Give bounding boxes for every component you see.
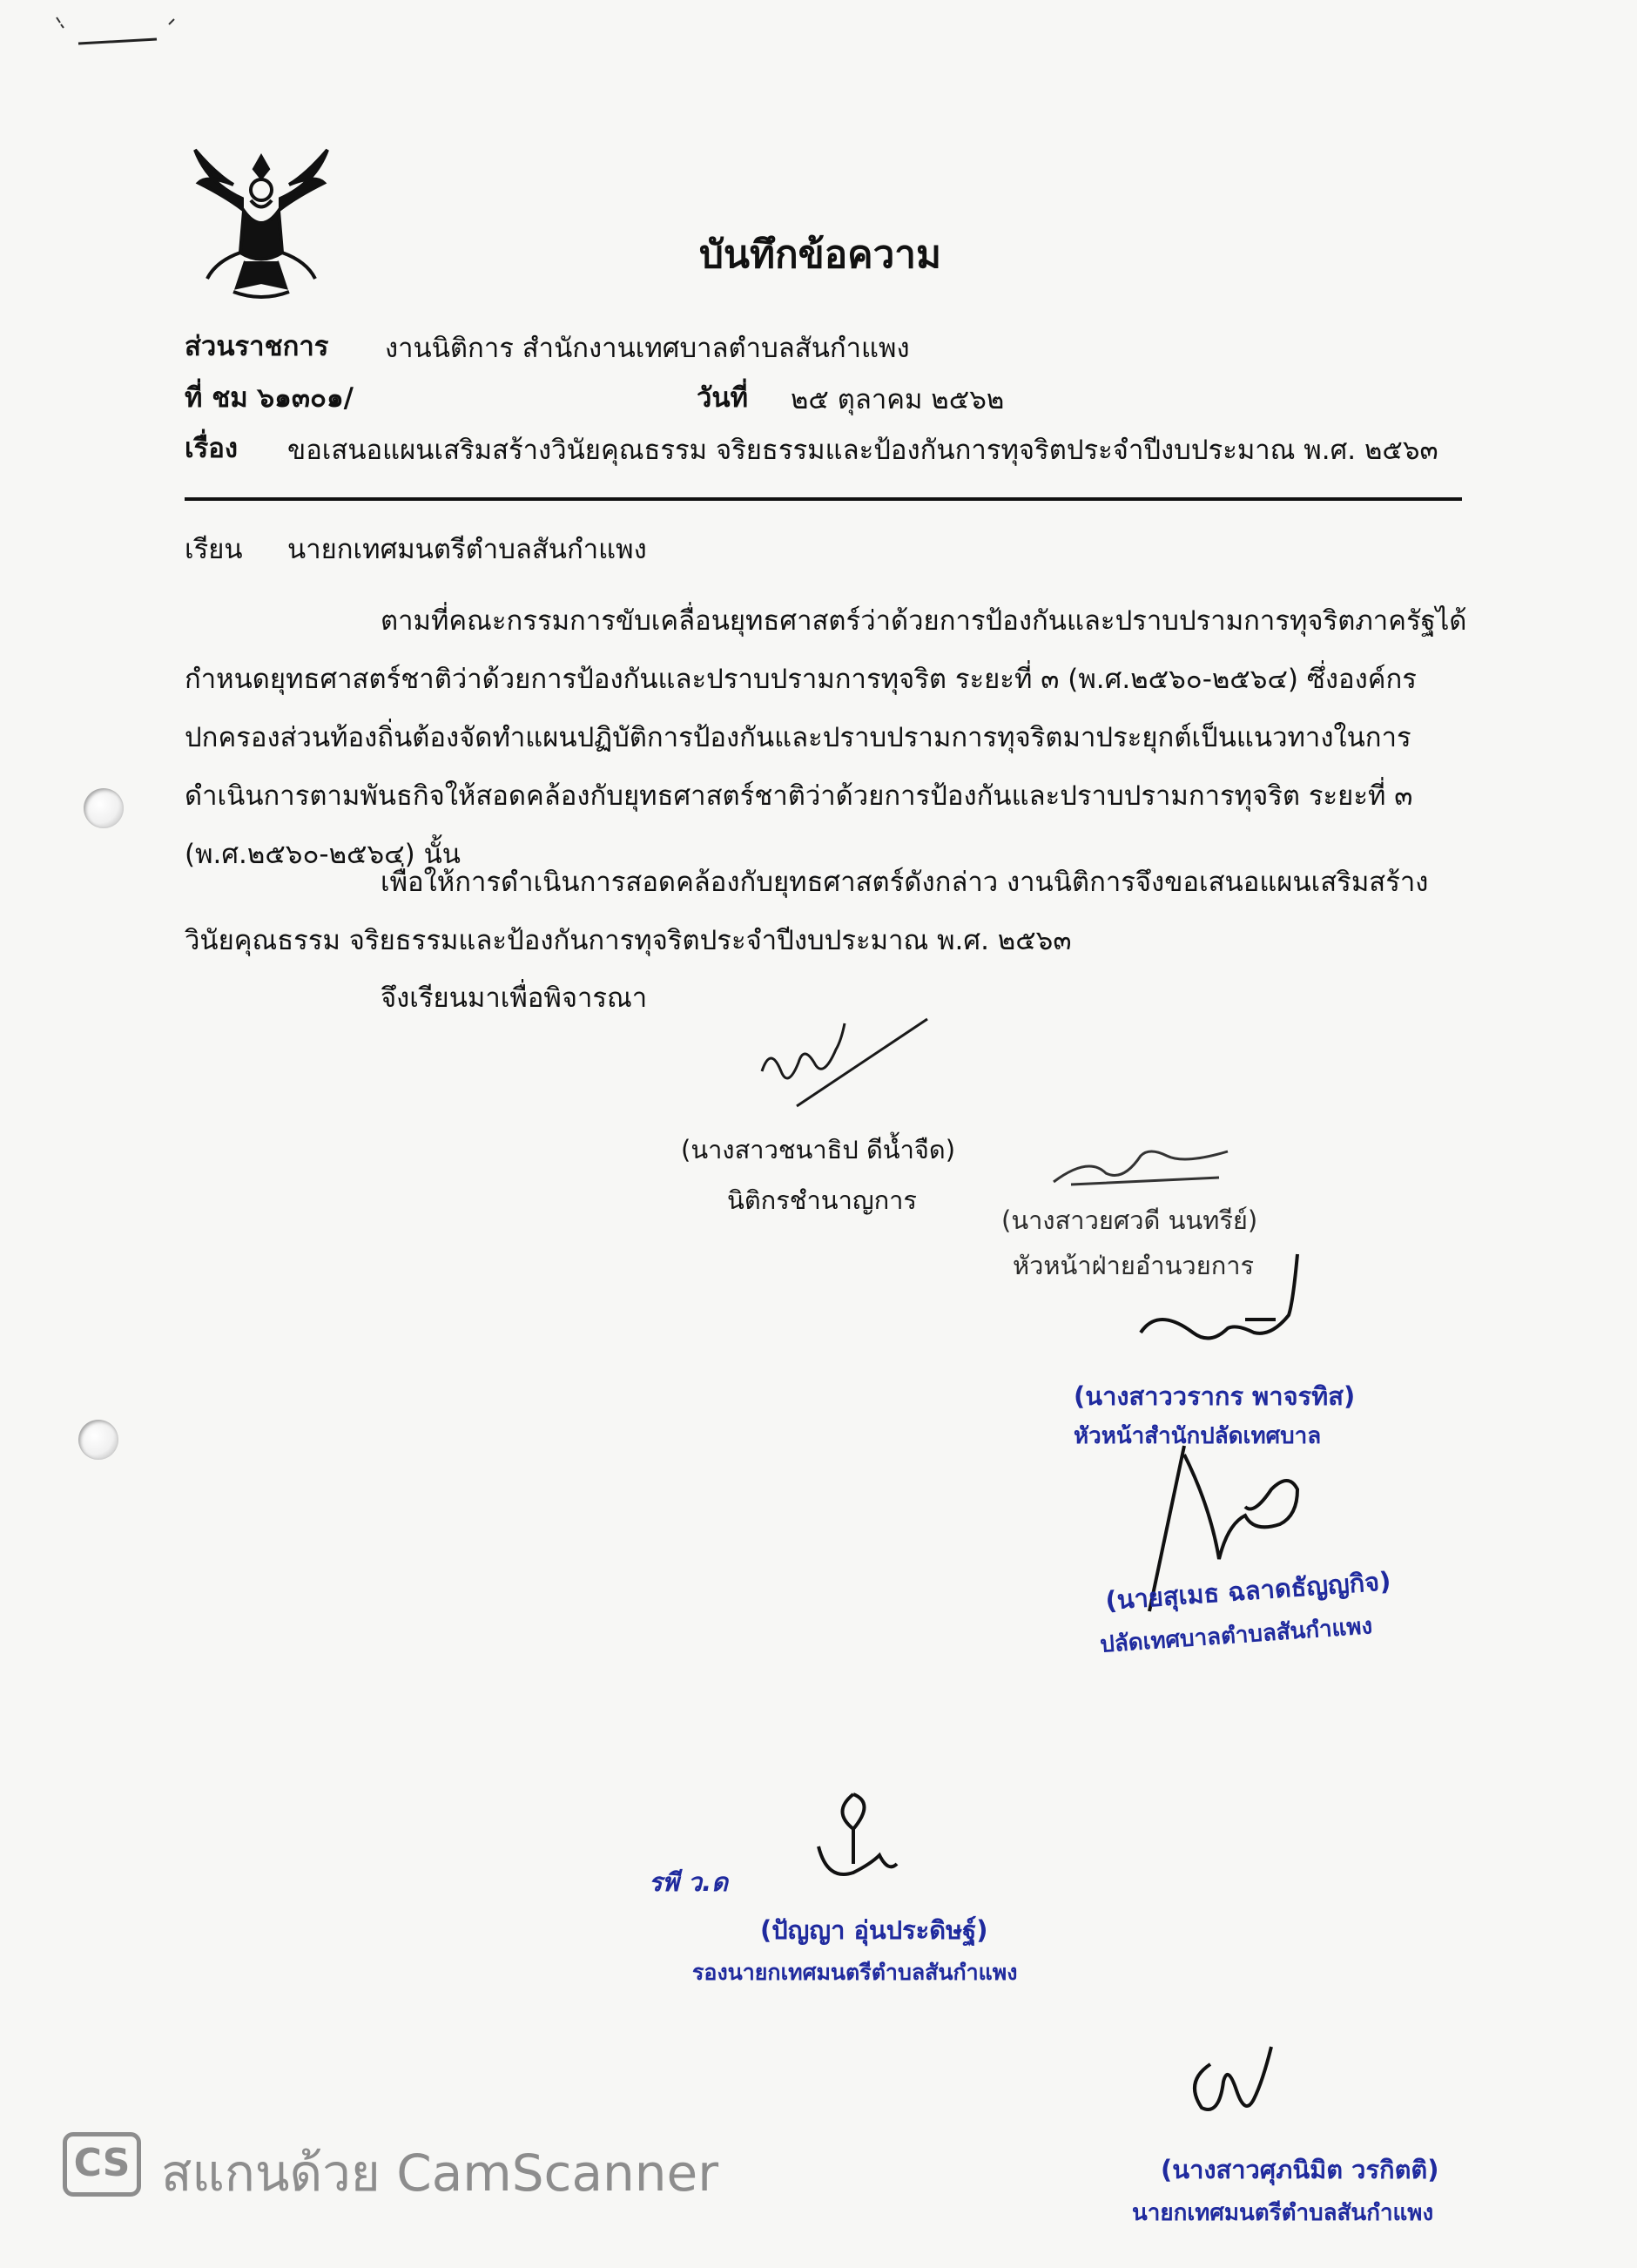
signatory-5-annotation: รพี ว.ด [649,1867,728,1897]
signatory-5-position: รองนายกเทศมนตรีตำบลสันกำแพง [692,1960,1018,1985]
salutation-label: เรียน [185,534,243,565]
signature-3 [1123,1254,1332,1359]
signature-1 [744,1010,945,1141]
paragraph-line: ดำเนินการตามพันธกิจให้สอดคล้องกับยุทธศาสตร์ชาติว่าด้วยการป้องกันและปราบปรามการทุจริต ระยะที่ ๓ [185,780,1413,812]
signatory-4-name: (นายสุเมธ ฉลาดธัญญกิจ) [1104,1566,1392,1616]
salutation-value: นายกเทศมนตรีตำบลสันกำแพง [287,534,647,565]
signature-6 [1184,2038,1297,2125]
paragraph-1 [185,592,1466,884]
signatory-2-position: หัวหน้าฝ่ายอำนวยการ [1013,1251,1255,1280]
date-value: ๒๕ ตุลาคม ๒๕๖๒ [791,384,1005,415]
paragraph-line: กำหนดยุทธศาสตร์ชาติว่าด้วยการป้องกันและปราบปรามการทุจริต ระยะที่ ๓ (พ.ศ.๒๕๖๐-๒๕๖๔) ซึ่งองค์กร [185,664,1417,695]
signature-2 [1045,1143,1245,1195]
garuda-emblem-icon [190,148,333,305]
signature-5 [801,1785,906,1899]
corner-mark [52,9,174,52]
paragraph-line: วินัยคุณธรรม จริยธรรมและป้องกันการทุจริตประจำปีงบประมาณ พ.ศ. ๒๕๖๓ [185,925,1072,956]
signatory-3-position: หัวหน้าสำนักปลัดเทศบาล [1074,1423,1322,1449]
signatory-3-name: (นางสาววรากร พาจรทิส) [1074,1381,1356,1411]
paragraph-line: ปกครองส่วนท้องถิ่นต้องจัดทำแผนปฏิบัติการป้องกันและปราบปรามการทุจริตมาประยุกต์เป็นแนวทางในการ [185,722,1411,753]
punch-hole [78,1420,118,1460]
subject-label: เรื่อง [185,433,239,464]
date-label: วันที่ [697,382,749,414]
punch-hole [84,788,124,828]
subject-value: ขอเสนอแผนเสริมสร้างวินัยคุณธรรม จริยธรรมและป้องกันการทุจริตประจำปีงบประมาณ พ.ศ. ๒๕๖๓ [287,435,1438,466]
signatory-5-name: (ปัญญา อุ่นประดิษฐ์) [760,1915,988,1945]
agency-label: ส่วนราชการ [185,331,329,362]
paragraph-2 [185,854,1428,970]
signatory-2-name: (นางสาวยศวดี นนทรีย์) [1001,1205,1258,1235]
reference-number: ที่ ชม ๖๑๓๐๑/ [185,382,354,414]
camscanner-watermark-text: สแกนด้วย CamScanner [161,2143,719,2203]
agency-value: งานนิติการ สำนักงานเทศบาลตำบลสันกำแพง [385,333,910,364]
closing-line: จึงเรียนมาเพื่อพิจารณา [381,982,648,1014]
header-divider [185,497,1462,501]
signatory-6-position: นายกเทศมนตรีตำบลสันกำแพง [1132,2200,1434,2226]
signatory-4-position: ปลัดเทศบาลตำบลสันกำแพง [1099,1613,1374,1658]
paragraph-line: เพื่อให้การดำเนินการสอดคล้องกับยุทธศาสตร์ดังกล่าว งานนิติการจึงขอเสนอแผนเสริมสร้าง [381,867,1429,898]
paragraph-line: ตามที่คณะกรรมการขับเคลื่อนยุทธศาสตร์ว่าด้วยการป้องกันและปราบปรามการทุจริตภาครัฐได้ [381,605,1467,637]
paragraph-line: (พ.ศ.๒๕๖๐-๒๕๖๔) นั้น [185,839,461,870]
signatory-1-position: นิติกรชำนาญการ [727,1185,917,1215]
signatory-6-name: (นางสาวศุภนิมิต วรกิตติ) [1161,2155,1439,2184]
signatory-1-name: (นางสาวชนาธิป ดีน้ำจืด) [681,1135,956,1164]
memo-title: บันทึกข้อความ [699,233,942,277]
camscanner-logo-icon: CS [63,2132,141,2197]
